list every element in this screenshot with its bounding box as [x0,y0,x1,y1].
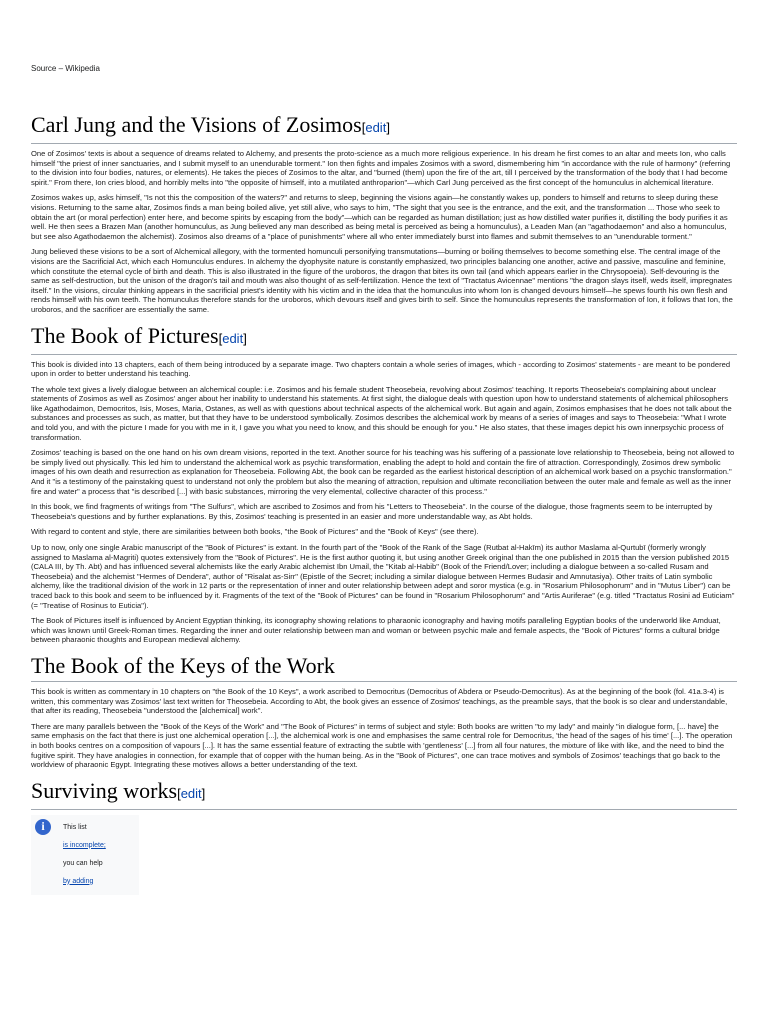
section-heading [31,778,737,810]
info-icon: i [35,819,51,835]
edit-link[interactable]: edit [222,330,244,346]
paragraph: With regard to content and style, there are similarities between both books, "the Book of Pictures" and the "Book of Keys" (see there). [31,527,479,537]
article-content [31,112,737,903]
section [31,778,737,895]
notice-line: This list [63,823,87,831]
edit-link-wrap: [edit] [218,330,247,346]
notice-text [63,819,106,891]
adding-link[interactable]: by adding [63,877,94,885]
section-title: The Book of Pictures [31,322,219,348]
paragraph: In this book, we find fragments of writings from "The Sulfurs", which are ascribed to Zosimos and from his "Letters to Theosebeia". In the course of the dialogue, those fragments seem to be interrupted by Theosebeia's questions and by further explanations. By this, Zosimos' teaching is presented in an easier and more understandable way, as Abt holds. [31,502,713,521]
paragraph: Jung believed these visions to be a sort of Alchemical allegory, with the tormented homunculi personifying transmutations—burning or boiling themselves to become something else. The central image of the visions are the Sacrificial Act, which each Homunculus endures. In alchemy the dyophysite nature is constantly emphasized, two principles balancing one another, active and passive, masculine and feminine, which constitute the eternal cycle of birth and death. This is also illustrated in the figure of the uroboros, the dragon that bites its own tail (and which appears earlier in the Chrysopoeia). Self-devouring is the same as self-destruction, but the unison of the dragon's tail and mouth was also thought of as self-fertilization. Hence the text of "Tractatus Avicennae" mentions "the dragon slays itself, weds itself, impregnates itself." In the visions, circular thinking appears in the sacrificial priest's identity with his victim and in the idea that the homunculus into whom Ion is changed devours himself—he spews fourth his own flesh and rends himself with his own teeth. The homunculus therefore stands for the uroboros, which devours itself and gives birth to self. Since the homunculus represents the transformation of Ion, it follows that Ion, the uroboros, and the sacrificer are essentially the same. [31,247,733,314]
paragraph: Zosimos wakes up, asks himself, "Is not this the composition of the waters?" and returns to sleep, beginning the visions again—he constantly wakes up, ponders to himself and returns to sleep during these visions. Returning to the same altar, Zosimos finds a man being boiled alive, yet still alive, who says to him, "The sight that you see is the entrance, and the exit, and the transformation ... Those who seek to obtain the art (or moral perfection) enter here, and become spirits by escaping from the body"—which can be regarded as human distillation; just as how distilled water purifies it, distilling the body purifies it as well. He then sees a Brazen Man (another homunculus, as Jung believed any man described as being metal is perceived as being a homunculus), a Leaden Man (an "agathodaemon" and also a homunculus, but see also Agathodaemon the alchemist). Zosimos also dreams of a "place of punishments" where all who enter immediately burst into flames and submit themselves to an "unendurable torment." [31,193,728,241]
paragraph: This book is divided into 13 chapters, each of them being introduced by a separate image. Two chapters contain a whole series of images, which - according to Zosimos' statements - are meant to be pondered upon in order to better understand his teaching. [31,359,731,379]
paragraph: There are many parallels between the "Book of the Keys of the Work" and "The Book of Pictures" in terms of subject and style: Both books are written "to my lady" and mainly "in dialogue form, [... have] the same emphasis on the fact that there is just one alchemical operation [...], the alchemical work is one and emphasises the same central role for Democritus, 'the head of the sages of his time' [...]. The operation in both books centres on a composition of vapours [...]. It has the same essential feature of extracting the subtle with 'gentleness' [...] from all four natures, the mixture of like with like, and the need to bind the fugitive spirit. They have analogies in connection, for example that of copper with the human being. As in the "Book of Pictures", one can trace motives and symbols of Zosimos' teachings that go back to the worldview of pharaonic Egypt. Integrating these motives allows a better understanding of the text. [31,721,733,770]
edit-link-wrap: [edit] [177,785,206,801]
paragraph: The Book of Pictures itself is influenced by Ancient Egyptian thinking, its iconography showing relations to pharaonic iconography and having motifs paralleling Egyptian books of the underworld like Amduat, which was known until Greek-Roman times. Regarding the inner and outer relationship between man and woman or between psychic male and female aspects, the "Book of Pictures" forms a cultural bridge between pharaonic thoughts and European medieval alchemy. [31,616,721,645]
edit-link[interactable]: edit [365,120,387,135]
section-heading [31,653,737,682]
notice-line [63,837,106,855]
edit-link-wrap: [edit] [361,120,390,135]
section-title: Surviving works [31,777,178,803]
section-heading [31,323,737,355]
notice-line [63,873,106,891]
paragraph: This book is written as commentary in 10 chapters on "the Book of the 10 Keys", a work ascribed to Democritus (Democritus of Abdera or Pseudo-Democritus). As at the beginning of the book (fol. 41a.3-4) is written, this commentary was Zosimos' last text written for Theosebeia. According to Abt, the book gives an essence of Zosimos' teachings, as the preamble says, that the book is so clear and understandable, that after its reading, Theosebeia "understood the [alchemical] work". [31,686,728,716]
section [31,323,737,645]
section [31,112,737,315]
paragraph: The whole text gives a lively dialogue between an alchemical couple: i.e. Zosimos and his female student Theosebeia, revolving about Zosimos' teaching. It reports Theosebeia's complaining about unclear statements of Zosimos as well as Zosimos' anger about her inability to understand his statements. At first sight, the dialogue deals with question upon how to understand statements of alchemical philosophers like Agathodaimon, Democritos, Isis, Moses, Maria, Ostanes, as well as with questions about technical aspects of the alchemical work. But again and again, Zosimos emphasises that he does not talk about the substances and processes as such, as matter, but that they have to be understood symbolically. Zosimos describes the alchemical work by means of a series of images and says to Theosebeia: "What I wrote and told you, and with the picture I made for you with me in it, I gave you what you need to know, and this should be enough for you." He also states, that these images depict his own innerpsychic process of transformation. [31,384,732,442]
section [31,653,737,770]
incomplete-link[interactable]: is incomplete; [63,841,106,849]
paragraph: Zosimos' teaching is based on the one hand on his own dream visions, reported in the text. Another source for his teaching was his suffering of a passionate love relationship to Theosebeia, being not allowed to be simply lived out physically. This led him to understand the alchemical work as psychic transformation, enabling the adept to hold and contain the fire of attraction. Correspondingly, Zosimos drew symbolic images of his own death and resurrection as explanation for Theosebeia. Following Abt, the book can be regarded as the earliest historical description of an alchemical work based on a psychic transformation." And it "is a testimony of the painstaking quest to understand not only the problem but also the meaning of attraction, repulsion and ultimate reconciliation between the outer male and female as well as the inner fire and water" a process that "is described [...] with basic substances, mirroring the very elemental, collective character of this process." [31,448,735,496]
section-heading [31,112,737,144]
incomplete-list-notice [31,815,139,895]
section-title: Carl Jung and the Visions of Zosimos [31,112,362,137]
paragraph: One of Zosimos' texts is about a sequence of dreams related to Alchemy, and presents the proto-science as a much more religious experience. In his dream he first comes to an altar and meets Ion, who calls himself "the priest of inner sanctuaries, and I submit myself to an unendurable torment." Ion then fights and impales Zosimos with a sword, dismembering him "in accordance with the rule of harmony" (referring to the division into four bodies, natures, or elements). He takes the pieces of Zosimos to the altar, and "burned (them) upon the fire of the art, till I perceived by the transformation of the body that I had become spirit." From there, Ion cries blood, and horribly melts into "the opposite of himself, into a mutilated anthroparion"—which Carl Jung perceived as the first concept of the homunculus in alchemical literature. [31,149,731,187]
edit-link[interactable]: edit [180,785,202,801]
paragraph: Up to now, only one single Arabic manuscript of the "Book of Pictures" is extant. In the fourth part of the "Book of the Rank of the Sage (Rutbat al-Hakīm) its author Maslama al-Qurtubī (formerly wrongly assigned to Maslama al-Magriti) quotes extensively from the "Book of Pictures". He is the first author quoting it, but using another Greek original than the one published in 2015 than the version published 2015 (CALA III, by Th. Abt) and has influenced several alchemists like the early Arabic alchemist Ibn Umail, the "Kitab al-Habib" (Book of the Friend/Lover; including a dialogue between a so-called Rusam and Theosebeia) and the alchemist "Hermes of Dendera", author of "Risalat as-Sirr" (Epistle of the Secret; including a similar dialogue between Hermes Budasir and Amnutasiya). Other traits of Latin symbolic alchemy, like the traditional division of the work in 12 parts or the representation of inner and outer relationship between adept and soror mystica (e.g. in "Rosarium Philosophorum" and in "Mutus Liber") can be traced back to this book and seem to be influenced by it. Fragments of the text of the "Book of Pictures" can be found in "Rosarium Philosophorum" and "Artis Auriferae" (e.g. titled "Tractatus Rosini ad Euticiam" (= "Treatise of Rosinus to Euticia"). [31,543,735,610]
source-line: Source – Wikipedia [31,64,100,73]
notice-line: you can help [63,859,103,867]
section-title: The Book of the Keys of the Work [31,652,335,678]
